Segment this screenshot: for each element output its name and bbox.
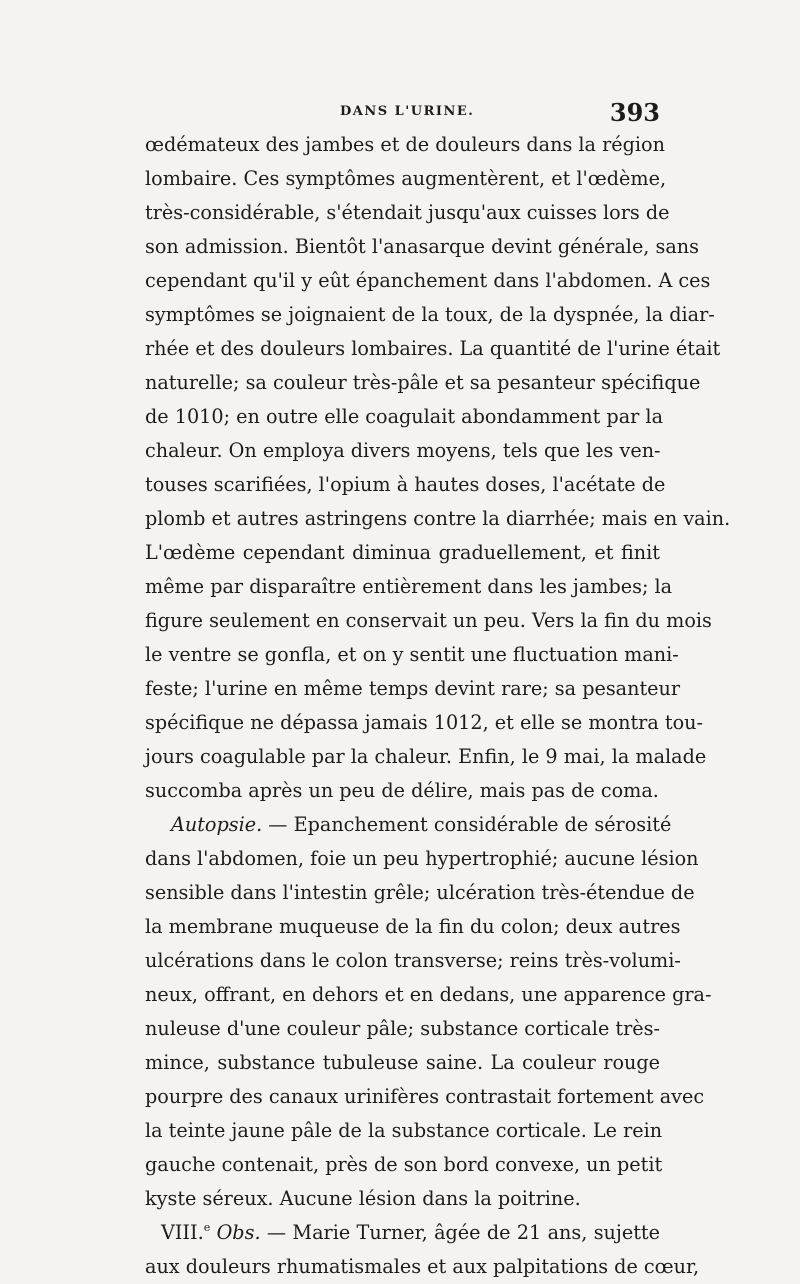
text-line: de 1010; en outre elle coagulait abondamment par la: [145, 405, 664, 428]
text-line: lombaire. Ces symptômes augmentèrent, et l'œdème,: [145, 167, 667, 190]
observation-numeral: VIII.: [161, 1221, 204, 1244]
autopsy-heading: Autopsie.: [171, 813, 263, 836]
autopsy-text: — Epanchement considérable de sérosité: [262, 813, 672, 836]
text-line: son admission. Bientôt l'anasarque devint générale, sans: [145, 235, 699, 258]
page-number: 393: [609, 98, 660, 127]
text-line: cependant qu'il y eût épanchement dans l'abdomen. A ces: [145, 269, 711, 292]
autopsy-line: [145, 808, 672, 842]
text-line: aux douleurs rhumatismales et aux palpitations de cœur,: [145, 1255, 700, 1278]
text-line: figure seulement en conservait un peu. Vers la fin du mois: [145, 609, 712, 632]
text-line: chaleur. On employa divers moyens, tels que les ven-: [145, 439, 661, 462]
text-line: rhée et des douleurs lombaires. La quantité de l'urine était: [145, 337, 721, 360]
text-line: naturelle; sa couleur très-pâle et sa pesanteur spécifique: [145, 371, 701, 394]
text-line: kyste séreux. Aucune lésion dans la poitrine.: [145, 1187, 581, 1210]
text-line: très-considérable, s'étendait jusqu'aux cuisses lors de: [145, 201, 670, 224]
text-line: la membrane muqueuse de la fin du colon; deux autres: [145, 915, 681, 938]
observation-line: [145, 1216, 660, 1250]
text-line: dans l'abdomen, foie un peu hypertrophié; aucune lésion: [145, 847, 699, 870]
text-line: succomba après un peu de délire, mais pas de coma.: [145, 779, 659, 802]
text-line: ulcérations dans le colon transverse; reins très-volumi-: [145, 949, 681, 972]
text-line: nuleuse d'une couleur pâle; substance corticale très-: [145, 1017, 660, 1040]
text-line: jours coagulable par la chaleur. Enfin, le 9 mai, la malade: [145, 745, 707, 768]
page-header: [145, 98, 660, 128]
observation-heading: Obs.: [216, 1221, 261, 1244]
observation-numeral-sup: e: [203, 1221, 211, 1234]
text-line: touses scarifiées, l'opium à hautes doses, l'acétate de: [145, 473, 666, 496]
text-line: sensible dans l'intestin grêle; ulcération très-étendue de: [145, 881, 695, 904]
text-line: la teinte jaune pâle de la substance corticale. Le rein: [145, 1119, 663, 1142]
text-line: L'œdème cependant diminua graduellement, et finit: [145, 541, 660, 564]
text-line: symptômes se joignaient de la toux, de la dyspnée, la diar-: [145, 303, 715, 326]
text-line: spécifique ne dépassa jamais 1012, et elle se montra tou-: [145, 711, 703, 734]
body-text: [145, 128, 731, 1284]
running-head: DANS L'URINE.: [340, 104, 475, 119]
text-line: même par disparaître entièrement dans les jambes; la: [145, 575, 673, 598]
text-line: le ventre se gonfla, et on y sentit une fluctuation mani-: [145, 643, 679, 666]
text-line: feste; l'urine en même temps devint rare; sa pesanteur: [145, 677, 681, 700]
text-line: plomb et autres astringens contre la diarrhée; mais en vain.: [145, 507, 731, 530]
text-line: neux, offrant, en dehors et en dedans, une apparence gra-: [145, 983, 712, 1006]
text-line: mince, substance tubuleuse saine. La couleur rouge: [145, 1051, 660, 1074]
text-line: pourpre des canaux urinifères contrastait fortement avec: [145, 1085, 705, 1108]
text-line: œdémateux des jambes et de douleurs dans la région: [145, 133, 665, 156]
text-line: gauche contenait, près de son bord convexe, un petit: [145, 1153, 663, 1176]
observation-text: — Marie Turner, âgée de 21 ans, sujette: [260, 1221, 660, 1244]
